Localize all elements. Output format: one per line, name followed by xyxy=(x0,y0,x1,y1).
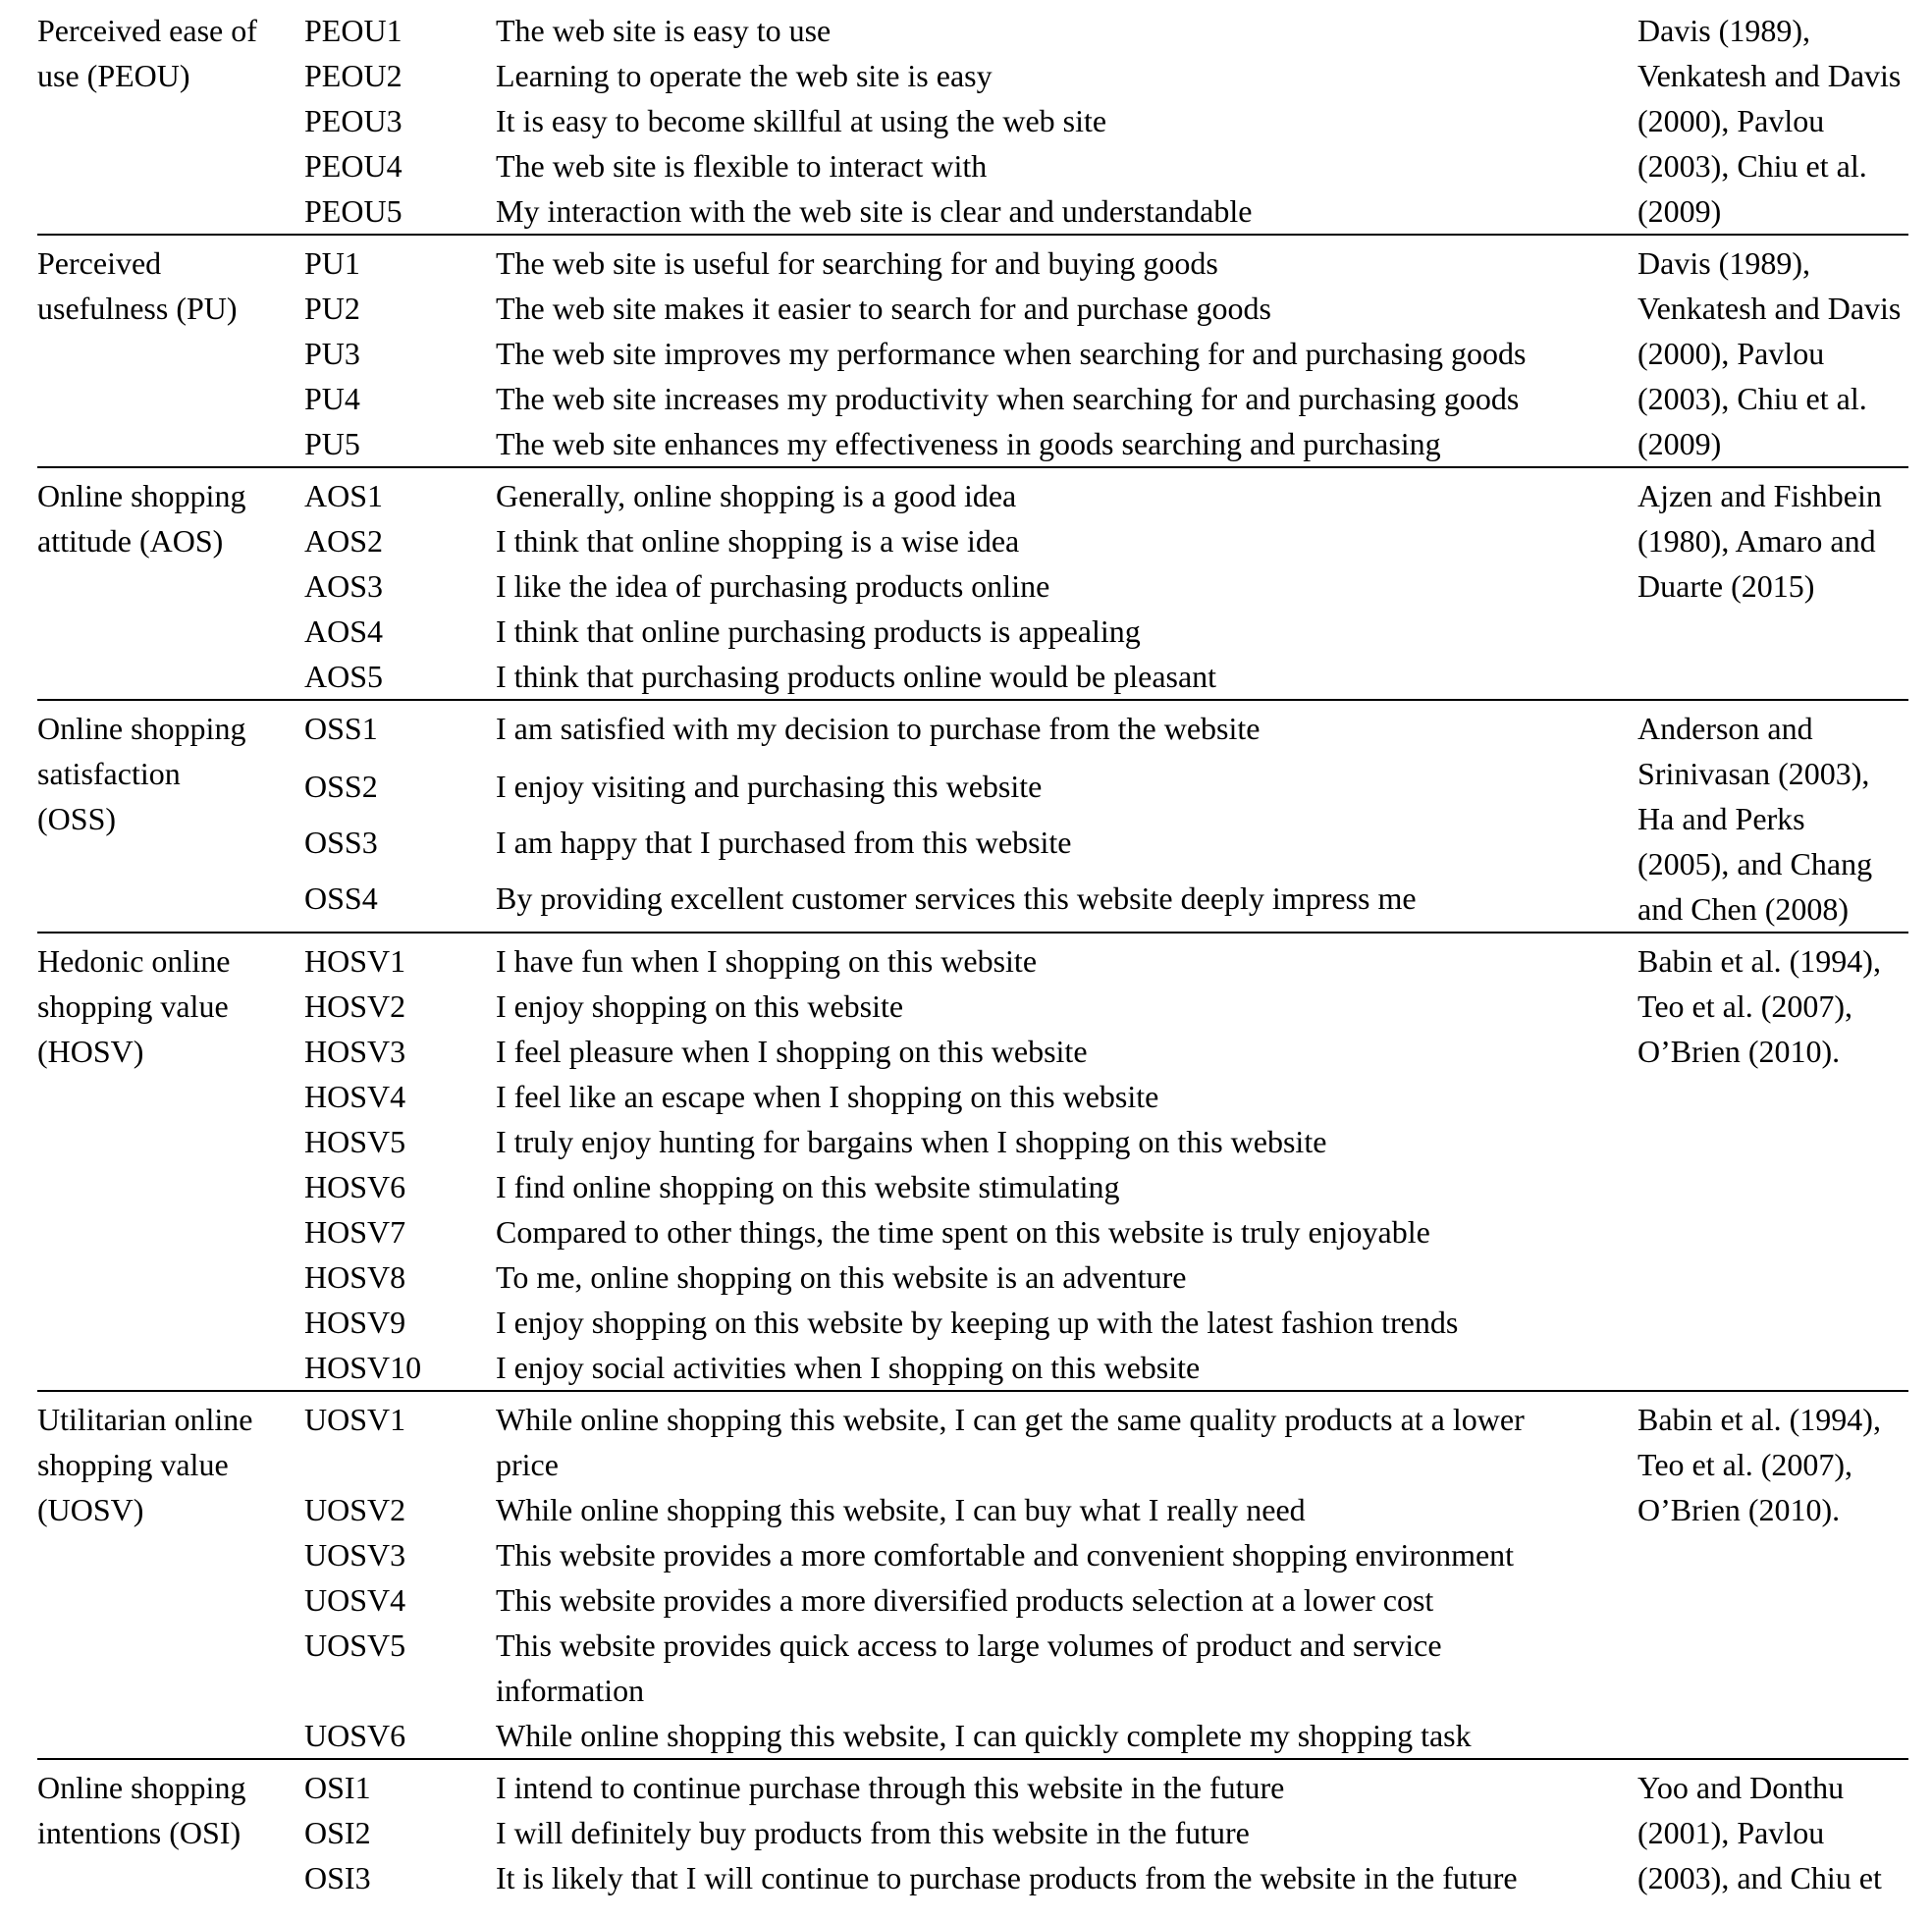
item-text: I enjoy visiting and purchasing this website xyxy=(496,768,1043,804)
construct-label: Online shopping satisfaction (OSS) xyxy=(37,700,304,933)
item-text: I enjoy social activities when I shopping on this website xyxy=(496,1350,1201,1385)
table-row xyxy=(37,700,1908,764)
table-row xyxy=(37,820,1908,876)
item-code: AOS3 xyxy=(304,568,384,604)
table-row xyxy=(37,467,1908,518)
item-code: HOSV10 xyxy=(304,1350,422,1385)
item-code: PEOU1 xyxy=(304,13,402,48)
item-code: UOSV2 xyxy=(304,1492,406,1527)
item-code: UOSV3 xyxy=(304,1537,406,1573)
item-text: The web site makes it easier to search for and purchase goods xyxy=(496,291,1271,326)
table-row xyxy=(37,421,1908,467)
construct-label: Online shopping attitude (AOS) xyxy=(37,467,304,700)
item-text: This website provides a more comfortable and convenient shopping environment xyxy=(496,1537,1515,1573)
item-text: I think that purchasing products online would be pleasant xyxy=(496,659,1217,694)
item-text: The web site is flexible to interact with xyxy=(496,148,988,184)
item-text: This website provides a more diversified products selection at a lower cost xyxy=(496,1582,1434,1618)
item-text: I am satisfied with my decision to purchase from the website xyxy=(496,700,1637,764)
table-row xyxy=(37,1532,1908,1577)
construct-label: Perceived ease of use (PEOU) xyxy=(37,13,257,93)
measurement-table-body xyxy=(37,8,1908,1900)
table-row xyxy=(37,1300,1908,1345)
item-text: My interaction with the web site is clear and understandable xyxy=(496,193,1253,229)
item-text: Generally, online shopping is a good idea xyxy=(496,467,1637,518)
table-row xyxy=(37,764,1908,820)
item-code: HOSV6 xyxy=(304,1169,406,1204)
item-code: UOSV5 xyxy=(304,1627,406,1663)
item-text: Compared to other things, the time spent on this website is truly enjoyable xyxy=(496,1214,1430,1250)
item-code: UOSV4 xyxy=(304,1582,406,1618)
item-code: OSI3 xyxy=(304,1860,371,1895)
table-row xyxy=(37,1713,1908,1759)
table-row xyxy=(37,53,1908,98)
item-text: I enjoy shopping on this website by keeping up with the latest fashion trends xyxy=(496,1305,1459,1340)
table-row xyxy=(37,331,1908,376)
table-row xyxy=(37,1209,1908,1254)
table-row xyxy=(37,1623,1908,1713)
item-code: AOS4 xyxy=(304,613,384,649)
item-text: Learning to operate the web site is easy xyxy=(496,58,993,93)
table-row xyxy=(37,1810,1908,1855)
item-text: I like the idea of purchasing products online xyxy=(496,568,1050,604)
sources-cell: Anderson and Srinivasan (2003), Ha and Perks (2005), and Chang and Chen (2008) xyxy=(1637,700,1908,933)
item-code: PU2 xyxy=(304,291,360,326)
table-row xyxy=(37,1487,1908,1532)
table-row xyxy=(37,1391,1908,1487)
table-row xyxy=(37,1577,1908,1623)
table-row xyxy=(37,1164,1908,1209)
item-text: The web site improves my performance when searching for and purchasing goods xyxy=(496,336,1527,371)
table-row xyxy=(37,1254,1908,1300)
table-row xyxy=(37,518,1908,563)
table-row xyxy=(37,235,1908,286)
table-row xyxy=(37,1029,1908,1074)
item-code: PU1 xyxy=(304,235,496,286)
item-code: OSS2 xyxy=(304,768,378,804)
item-text: I think that online shopping is a wise idea xyxy=(496,523,1020,559)
item-text: The web site enhances my effectiveness in goods searching and purchasing xyxy=(496,426,1441,461)
item-text: The web site is useful for searching for and buying goods xyxy=(496,235,1637,286)
sources-cell: Babin et al. (1994), Teo et al. (2007), O’Brien (2010). xyxy=(1637,933,1908,1391)
table-row xyxy=(37,984,1908,1029)
construct-label: Online shopping intentions (OSI) xyxy=(37,1759,304,1900)
item-text: I feel like an escape when I shopping on this website xyxy=(496,1079,1159,1114)
item-text: I will definitely buy products from this website in the future xyxy=(496,1815,1250,1850)
item-code: PU5 xyxy=(304,426,360,461)
item-text: While online shopping this website, I can buy what I really need xyxy=(496,1492,1306,1527)
item-text: I truly enjoy hunting for bargains when I shopping on this website xyxy=(496,1124,1327,1159)
item-text: The web site is easy to use xyxy=(496,13,832,48)
item-code: HOSV7 xyxy=(304,1214,406,1250)
item-code: AOS5 xyxy=(304,659,384,694)
item-text: I am happy that I purchased from this website xyxy=(496,824,1072,860)
table-row xyxy=(37,876,1908,933)
item-code: AOS2 xyxy=(304,523,384,559)
item-code: PEOU5 xyxy=(304,193,402,229)
table-row xyxy=(37,286,1908,331)
item-code: OSS3 xyxy=(304,824,378,860)
item-text: To me, online shopping on this website is an adventure xyxy=(496,1259,1187,1295)
sources-cell: Davis (1989), Venkatesh and Davis (2000), Pavlou (2003), Chiu et al. (2009) xyxy=(1637,13,1902,229)
sources-cell: Ajzen and Fishbein (1980), Amaro and Duarte (2015) xyxy=(1637,467,1908,700)
table-row xyxy=(37,376,1908,421)
item-code: HOSV4 xyxy=(304,1079,406,1114)
item-code: OSS4 xyxy=(304,880,378,916)
item-code: UOSV6 xyxy=(304,1718,406,1753)
item-code: OSI1 xyxy=(304,1759,496,1810)
item-text: I intend to continue purchase through this website in the future xyxy=(496,1759,1637,1810)
table-row xyxy=(37,1345,1908,1391)
construct-label: Perceived usefulness (PU) xyxy=(37,235,304,467)
item-code: UOSV1 xyxy=(304,1391,496,1487)
item-code: OSS1 xyxy=(304,700,496,764)
sources-cell: Yoo and Donthu (2001), Pavlou (2003), and Chiu et xyxy=(1637,1759,1908,1900)
table-row xyxy=(37,654,1908,700)
construct-label: Utilitarian online shopping value (UOSV) xyxy=(37,1391,304,1759)
table-row xyxy=(37,1074,1908,1119)
item-code: HOSV3 xyxy=(304,1034,406,1069)
table-row xyxy=(37,609,1908,654)
table-row xyxy=(37,563,1908,609)
measurement-items-table xyxy=(37,8,1908,1900)
table-row xyxy=(37,143,1908,188)
item-text: I feel pleasure when I shopping on this website xyxy=(496,1034,1088,1069)
sources-cell: Babin et al. (1994), Teo et al. (2007), O’Brien (2010). xyxy=(1637,1391,1908,1759)
item-text: I find online shopping on this website stimulating xyxy=(496,1169,1120,1204)
item-text: This website provides quick access to large volumes of product and service information xyxy=(496,1627,1442,1708)
item-code: HOSV5 xyxy=(304,1124,406,1159)
table-row xyxy=(37,933,1908,984)
table-row xyxy=(37,1119,1908,1164)
table-row xyxy=(37,188,1908,235)
table-row xyxy=(37,1759,1908,1810)
table-row xyxy=(37,8,1908,53)
item-code: AOS1 xyxy=(304,467,496,518)
sources-cell: Davis (1989), Venkatesh and Davis (2000), Pavlou (2003), Chiu et al. (2009) xyxy=(1637,235,1908,467)
item-code: PEOU2 xyxy=(304,58,402,93)
item-text: While online shopping this website, I can quickly complete my shopping task xyxy=(496,1718,1472,1753)
item-text: The web site increases my productivity when searching for and purchasing goods xyxy=(496,381,1520,416)
item-text: While online shopping this website, I can get the same quality products at a lower price xyxy=(496,1391,1637,1487)
item-text: I think that online purchasing products is appealing xyxy=(496,613,1141,649)
item-code: HOSV2 xyxy=(304,988,406,1024)
item-code: OSI2 xyxy=(304,1815,371,1850)
item-code: PU4 xyxy=(304,381,360,416)
item-code: HOSV8 xyxy=(304,1259,406,1295)
item-text: By providing excellent customer services this website deeply impress me xyxy=(496,880,1417,916)
item-text: I have fun when I shopping on this website xyxy=(496,933,1637,984)
item-code: HOSV1 xyxy=(304,933,496,984)
item-code: PEOU4 xyxy=(304,148,402,184)
item-code: HOSV9 xyxy=(304,1305,406,1340)
table-row xyxy=(37,98,1908,143)
item-text: It is likely that I will continue to purchase products from the website in the future xyxy=(496,1860,1518,1895)
item-text: It is easy to become skillful at using the web site xyxy=(496,103,1107,138)
item-code: PU3 xyxy=(304,336,360,371)
item-text: I enjoy shopping on this website xyxy=(496,988,904,1024)
item-code: PEOU3 xyxy=(304,103,402,138)
table-row xyxy=(37,1855,1908,1900)
construct-label: Hedonic online shopping value (HOSV) xyxy=(37,933,304,1391)
